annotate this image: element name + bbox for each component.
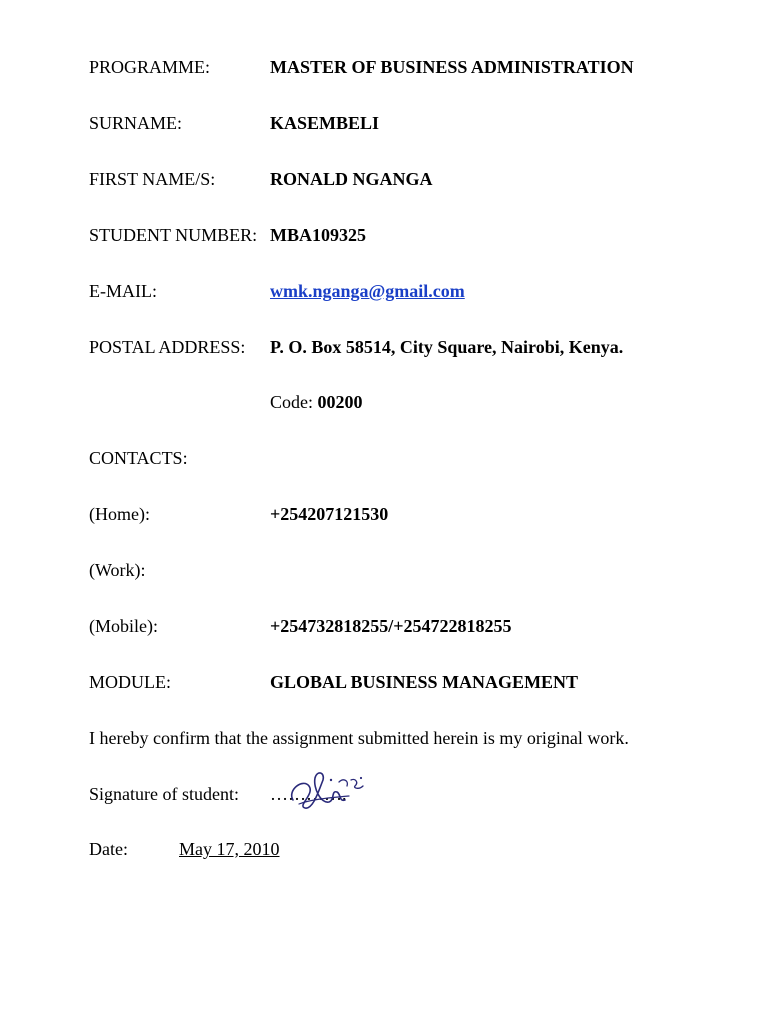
programme-row: [89, 55, 749, 79]
signature-dots: ………….: [270, 784, 347, 804]
date-label: Date:: [89, 839, 128, 859]
email-label: E-MAIL:: [89, 281, 157, 301]
signature-label: Signature of student:: [89, 784, 239, 804]
surname-value: KASEMBELI: [270, 113, 380, 133]
work-row: [89, 558, 749, 582]
mobile-label: (Mobile):: [89, 616, 158, 636]
postal-address-value: P. O. Box 58514, City Square, Nairobi, Kenya.: [270, 337, 624, 357]
module-label: MODULE:: [89, 672, 171, 692]
postal-code-row: [89, 390, 749, 414]
home-label: (Home):: [89, 504, 150, 524]
contacts-label: CONTACTS:: [89, 448, 188, 468]
postal-code: [270, 390, 363, 414]
module-row: [89, 670, 749, 694]
programme-label: PROGRAMME:: [89, 57, 211, 77]
first-names-row: [89, 167, 749, 191]
declaration-text: I hereby confirm that the assignment submitted herein is my original work.: [89, 728, 629, 748]
work-label: (Work):: [89, 560, 146, 580]
signature-image: [279, 760, 369, 820]
surname-label: SURNAME:: [89, 113, 183, 133]
postal-address-row: [89, 335, 749, 359]
surname-row: [89, 111, 749, 135]
date-value: May 17, 2010: [179, 839, 280, 859]
postal-address-label: POSTAL ADDRESS:: [89, 337, 246, 357]
postal-code-value: 00200: [317, 392, 363, 412]
programme-value: MASTER OF BUSINESS ADMINISTRATION: [270, 57, 634, 77]
first-names-label: FIRST NAME/S:: [89, 169, 216, 189]
signature-row: [89, 782, 749, 806]
email-row: [89, 279, 749, 303]
email-link[interactable]: wmk.nganga@gmail.com: [270, 281, 465, 301]
contacts-row: [89, 446, 749, 470]
home-row: [89, 502, 749, 526]
student-number-row: [89, 223, 749, 247]
mobile-value: +254732818255/+254722818255: [270, 616, 512, 636]
first-names-value: RONALD NGANGA: [270, 169, 433, 189]
postal-code-label: Code:: [270, 392, 313, 412]
date-row: [89, 837, 749, 861]
student-number-value: MBA109325: [270, 225, 366, 245]
mobile-row: [89, 614, 749, 638]
declaration-row: [89, 726, 749, 750]
home-value: +254207121530: [270, 504, 389, 524]
email-value: [270, 279, 465, 303]
module-value: GLOBAL BUSINESS MANAGEMENT: [270, 672, 579, 692]
student-number-label: STUDENT NUMBER:: [89, 225, 258, 245]
